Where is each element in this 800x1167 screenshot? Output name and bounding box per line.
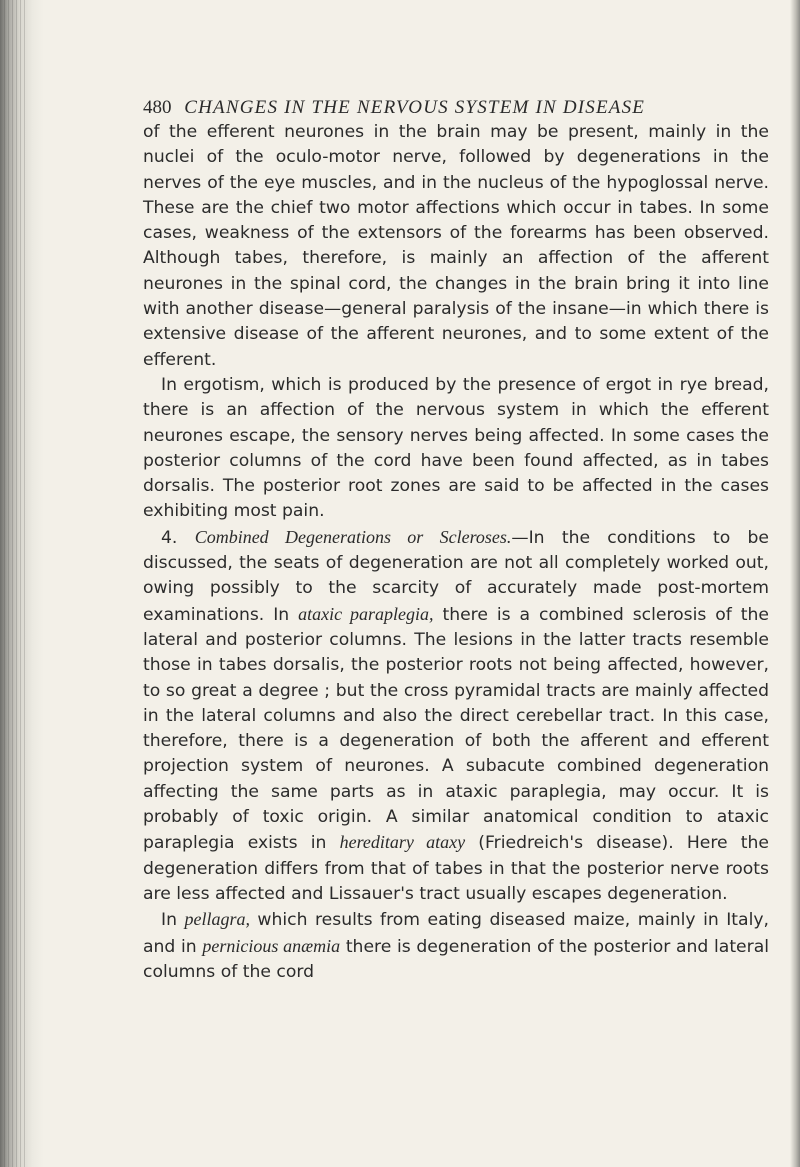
italic-term: hereditary ataxy <box>339 832 466 853</box>
paragraph-text: In ergotism, which is produced by the presence of ergot in rye bread, there is an affection of the nervous system in which the efferent neurones escape, the sensory nerves being affected. In some cases the posterior columns of the cord have been found affected, as in tabes dorsalis. The posterior root zones are said to be affected in the cases exhibiting most pain. <box>143 374 769 522</box>
section-heading: Combined Degenerations or Scleroses. <box>194 526 512 547</box>
paragraph-3 <box>143 525 769 907</box>
paragraph-text: there is a combined sclerosis of the lateral and posterior columns. The lesions in the latter tracts resemble those in tabes dorsalis, the posterior roots not being affected, however, to so great a degree ; but the cross pyramidal tracts are mainly affected in the lateral columns and also the direct cerebellar tract. In this case, therefore, there is a degeneration of both the afferent and efferent projection system of neurones. A subacute combined degeneration affecting the same parts as in ataxic paraplegia, may occur. It is probably of toxic origin. A similar anatomical condition to ataxic paraplegia exists in <box>143 604 769 854</box>
binding-gutter <box>0 0 44 1167</box>
paragraph-4 <box>143 907 769 985</box>
paragraph-text: (Friedreich's disease). Here the degeneration differs from that of tabes in that the posterior nerve roots are less affected and Lissauer's tract usually escapes degeneration. <box>143 833 769 904</box>
binding-lines <box>4 0 26 1167</box>
running-title: CHANGES IN THE NERVOUS SYSTEM IN DISEASE <box>184 97 646 118</box>
paragraph-text: which results from eating diseased maize, mainly in Italy, and in <box>143 910 769 957</box>
italic-term: pellagra, <box>184 909 250 930</box>
page-number: 480 <box>143 97 172 118</box>
paragraph-text: of the efferent neurones in the brain may be present, mainly in the nuclei of the oculo-motor nerve, followed by degenerations in the nerves of the eye muscles, and in the nucleus of the hypoglossal nerve. These are the chief two motor affections which occur in tabes. In some cases, weakness of the extensors of the forearms has been observed. Although tabes, therefore, is mainly an affection of the afferent neurones in the spinal cord, the changes in the brain bring it into line with another disease—general paralysis of the insane—in which there is extensive disease of the afferent neurones, and to some extent of the efferent. <box>143 122 769 370</box>
book-page <box>143 94 770 982</box>
paragraph-1 <box>143 120 769 373</box>
italic-term: pernicious anæmia <box>202 935 341 956</box>
body-text <box>143 120 769 985</box>
paragraph-text: there is degeneration of the posterior and lateral columns of the cord <box>143 936 770 982</box>
paragraph-text: —In the conditions to be discussed, the seats of degeneration are not all completely worked out, owing possibly to the scarcity of accurately made post-mortem examinations. In <box>143 527 770 625</box>
section-number: 4. <box>161 527 178 548</box>
running-head <box>143 94 769 122</box>
paragraph-text: In <box>161 910 185 931</box>
paragraph-2 <box>143 373 769 525</box>
page-edge-shadow <box>790 0 800 1167</box>
italic-term: ataxic paraplegia, <box>298 603 434 624</box>
